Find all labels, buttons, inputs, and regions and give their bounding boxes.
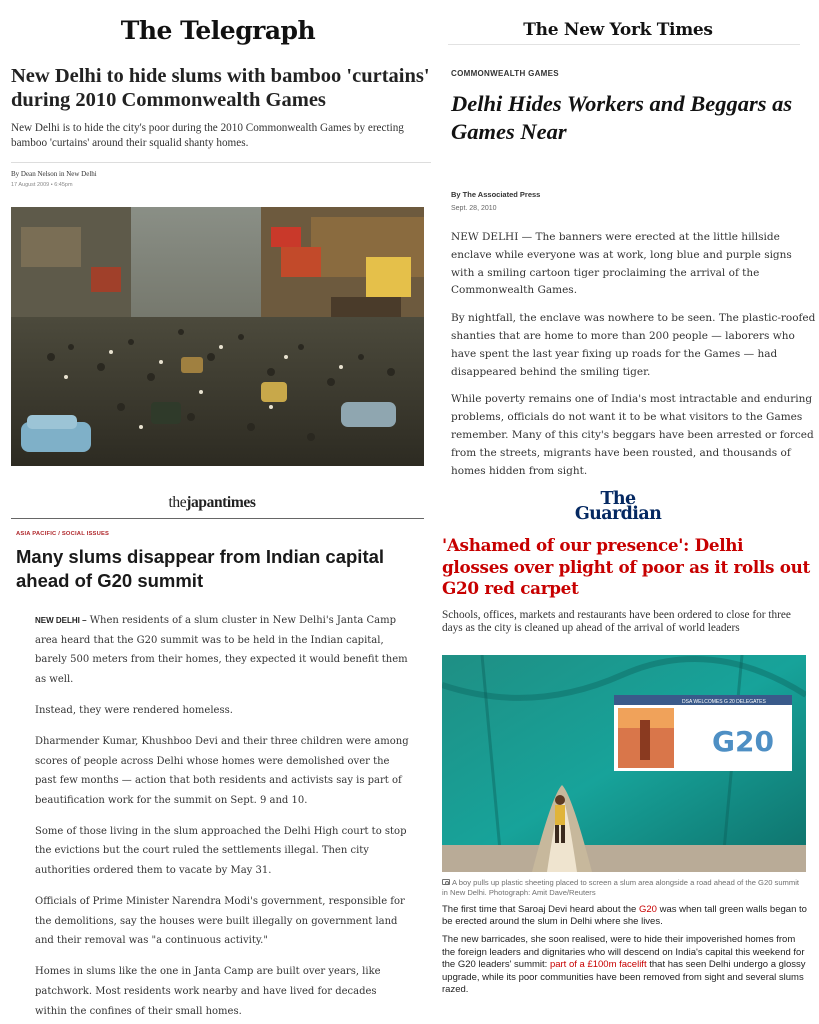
g20-welcome-banner	[614, 695, 792, 771]
japantimes-dateline: NEW DELHI –	[35, 616, 87, 625]
japantimes-headline[interactable]: Many slums disappear from Indian capital ahead of G20 summit	[16, 546, 385, 591]
guardian-standfirst: Schools, offices, markets and restaurants have been ordered to close for three days as the city is cleaned up ahead of the arrival of world leaders	[442, 609, 791, 635]
telegraph-divider	[11, 162, 431, 163]
telegraph-standfirst: New Delhi is to hide the city's poor during the 2010 Commonwealth Games by erecting bamboo 'curtains' around their squalid shanty homes.	[11, 122, 404, 149]
japantimes-divider	[11, 518, 424, 519]
telegraph-masthead[interactable]: The Telegraph	[120, 16, 316, 45]
camera-icon	[442, 879, 450, 885]
japantimes-lead-text: When residents of a slum cluster in New Delhi's Janta Camp area heard that the G20 summit was to be held in the Indian capital, barely 500 meters from their homes, they expected it would benefit them as well.	[35, 615, 408, 685]
guardian-p2-text-a: The new barricades, she soon realised, were to hide their impoverished homes from the foreign leaders and dignitaries who will descend on India's capital this weekend for the G20 leaders' summit:	[442, 934, 805, 971]
japantimes-lead-paragraph	[35, 611, 410, 689]
japantimes-paragraph: Some of those living in the slum approached the Delhi High court to stop the evictions but the court ruled the settlements illegal. Then city authorities ordered them to vacate by May 31.	[35, 825, 407, 877]
guardian-paragraph-2	[442, 934, 807, 996]
telegraph-byline[interactable]: By Dean Nelson in New Delhi	[11, 170, 97, 178]
telegraph-headline[interactable]: New Delhi to hide slums with bamboo 'curtains' during 2010 Commonwealth Games	[11, 65, 430, 111]
japantimes-paragraph: Dharmender Kumar, Khushboo Devi and their three children were among scores of people across Delhi whose homes were demolished over the past few months — action that both residents and activists say is part of beautification work for the summit on Sept. 9 and 10.	[35, 735, 409, 806]
guardian-masthead-line2: Guardian	[574, 504, 662, 524]
nyt-date: Sept. 28, 2010	[451, 205, 497, 212]
japantimes-paragraph: Officials of Prime Minister Narendra Modi's government, responsible for the demolitions, say the houses were built illegally on government land and their removal was "a continuous activity."	[35, 896, 405, 947]
japantimes-masthead-the: the	[168, 494, 187, 511]
telegraph-date: 17 August 2009 • 6:45pm	[11, 182, 73, 188]
telegraph-panel	[0, 0, 436, 480]
guardian-p1-text-b: was when tall green walls began to be erected around the slum in Delhi where she lives.	[442, 904, 807, 928]
japantimes-masthead-name: japantimes	[186, 494, 256, 511]
banner-g20-logo: G20	[712, 725, 774, 758]
green-sheeting-image	[442, 655, 806, 872]
nyt-section-kicker[interactable]: COMMONWEALTH GAMES	[451, 69, 559, 78]
guardian-p1-text-a: The first time that Saroaj Devi heard about the	[442, 904, 639, 915]
guardian-article-body	[442, 904, 807, 1002]
g20-link[interactable]: G20	[638, 904, 657, 915]
nyt-panel	[440, 0, 819, 482]
guardian-photo	[442, 655, 806, 872]
nyt-article-body	[451, 229, 816, 482]
japantimes-paragraph: Instead, they were rendered homeless.	[35, 704, 233, 716]
guardian-p2-text-b: that has seen Delhi undergo a glossy upgrade, while its poor communities have been removed from sight and several slums razed.	[442, 959, 806, 995]
nyt-headline[interactable]: Delhi Hides Workers and Beggars as Games Near	[451, 91, 793, 144]
japantimes-section-kicker[interactable]: ASIA PACIFIC / SOCIAL ISSUES	[16, 531, 110, 537]
japantimes-panel	[0, 482, 436, 1024]
nyt-paragraph: By nightfall, the enclave was nowhere to be seen. The plastic-roofed shanties that are home to more than 200 people — laborers who have spent the last year fixing up roads for the Games — had disappeared behind the smiling tiger.	[451, 312, 816, 378]
boy-figure	[555, 805, 565, 825]
guardian-panel	[440, 482, 819, 1024]
japantimes-article-body	[35, 611, 410, 1024]
nyt-byline[interactable]: By The Associated Press	[451, 190, 541, 199]
japantimes-paragraph: Homes in slums like the one in Janta Camp are built over years, like patchwork. Most residents work nearby and have lived for decades within the confines of their small homes.	[35, 966, 381, 1017]
guardian-paragraph-1	[442, 904, 807, 929]
guardian-headline[interactable]: 'Ashamed of our presence': Delhi glosses over plight of poor as it rolls out G20 red carpet	[442, 535, 810, 598]
guardian-caption-text: A boy pulls up plastic sheeting placed to screen a slum area alongside a road ahead of the G20 summit in New Delhi. Photograph: Amit Dave/Reuters	[442, 878, 799, 897]
telegraph-street-photo	[11, 207, 424, 466]
facelift-link[interactable]: part of a £100m facelift	[549, 959, 647, 971]
nyt-masthead[interactable]: The New York Times	[523, 20, 713, 40]
guardian-photo-caption	[442, 878, 804, 898]
nyt-paragraph: While poverty remains one of India's most intractable and enduring problems, officials do not want it to be what visitors to the Games remember. Many of this city's beggars have been arrested or forced from the streets, migrants have been rousted, and thousands of homes hidden from sight.	[451, 393, 814, 477]
japantimes-masthead[interactable]	[0, 494, 424, 512]
guardian-masthead[interactable]	[440, 489, 796, 524]
guardian-masthead-line1: The	[600, 489, 636, 509]
nyt-paragraph: NEW DELHI — The banners were erected at the little hillside enclave while everyone was at work, long blue and purple signs with a smiling cartoon tiger proclaiming the arrival of the Commonwealth Games.	[451, 231, 792, 297]
banner-top-text: DSA WELCOMES G 20 DELEGATES	[682, 699, 766, 705]
nyt-top-divider	[448, 44, 800, 45]
crowded-street-image	[11, 207, 424, 466]
